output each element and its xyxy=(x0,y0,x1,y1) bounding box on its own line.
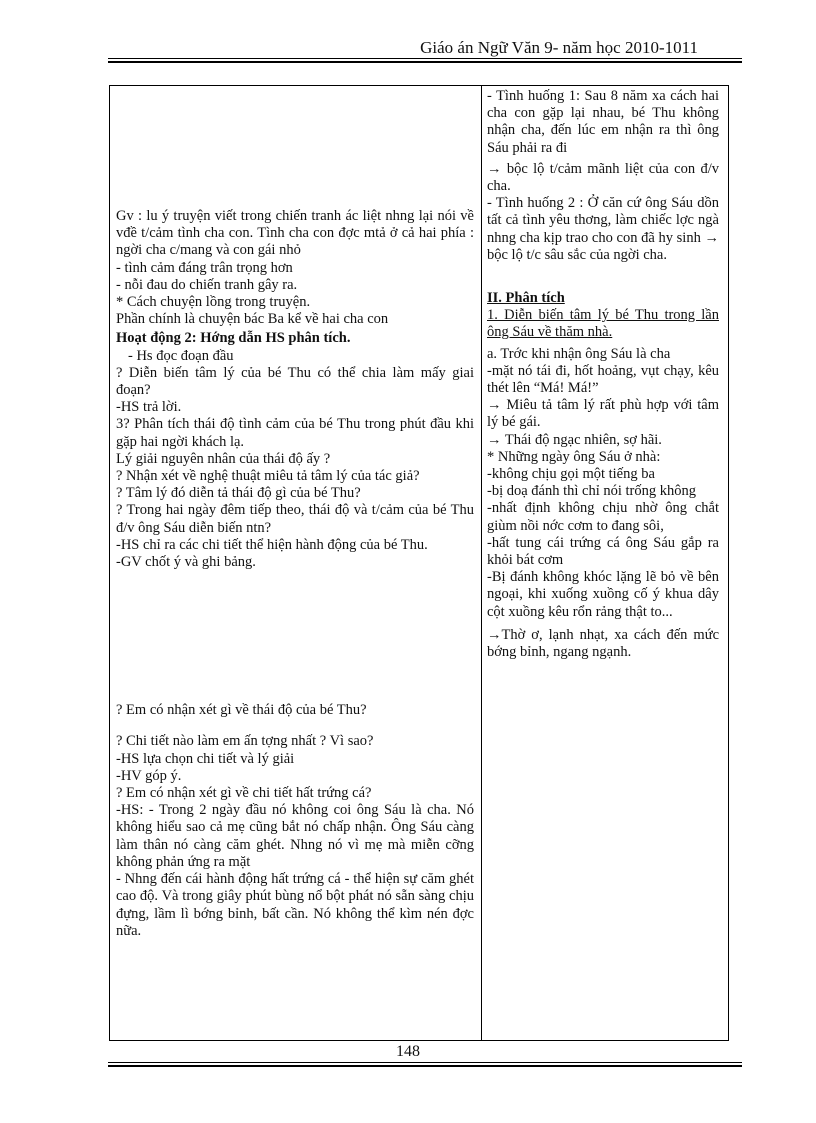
question-line: ? Diễn biến tâm lý của bé Thu có thể chia làm mấy giai đoạn? xyxy=(116,364,474,399)
answer-paragraph: - Nhng đến cái hành động hất trứng cá - thể hiện sự căm ghét cao độ. Và trong giây phút bùng nổ bột phát nó sẵn sàng chịu đựng, lầm lì bớng bỉnh, bất cần. Nó không thể kìm nén đợc nữa. xyxy=(116,871,474,939)
question-line: ? Chi tiết nào làm em ấn tợng nhất ? Vì sao? xyxy=(116,733,374,750)
question-line: ? Tâm lý đó diễn tả thái độ gì của bé Thu? xyxy=(116,485,361,502)
question-line: ? Em có nhận xét gì về chi tiết hất trứng cá? xyxy=(116,785,372,802)
content-item: -không chịu gọi một tiếng ba xyxy=(487,466,655,483)
question-line: -HS chỉ ra các chi tiết thể hiện hành động của bé Thu. xyxy=(116,536,428,553)
question-line: -GV chốt ý và ghi bảng. xyxy=(116,554,256,571)
content-item: -Bị đánh không khóc lặng lẽ bỏ về bên ngoại, khi xuống xuồng cố ý khua dây cột xuồng kêu rổn rảng thật to... xyxy=(487,569,719,620)
subsection-heading: 1. Diễn biến tâm lý bé Thu trong lần ông Sáu về thăm nhà. xyxy=(487,307,719,341)
question-line: -HV góp ý. xyxy=(116,767,182,784)
situation-text: - Tình huống 2 : Ở căn cứ ông Sáu dồn tất cả tình yêu thơng, làm chiếc lợc ngà nhng cha kịp trao cho con đã hy sinh → bộc lộ t/c sâu sắc của ngời cha. xyxy=(487,195,719,263)
question-line: -HS lựa chọn chi tiết và lý giải xyxy=(116,750,295,767)
question-line: ? Em có nhận xét gì về thái độ của bé Thu? xyxy=(116,702,367,719)
intro-line: Phần chính là chuyện bác Ba kể về hai cha con xyxy=(116,311,389,328)
question-line: ? Nhận xét về nghệ thuật miêu tả tâm lý của tác giả? xyxy=(116,468,420,485)
intro-line: - nỗi đau do chiến tranh gây ra. xyxy=(116,276,298,293)
question-line: - Hs đọc đoạn đầu xyxy=(128,347,234,364)
page-number: 148 xyxy=(396,1043,420,1060)
answer-paragraph: -HS: - Trong 2 ngày đầu nó không coi ông Sáu là cha. Nó không hiểu sao cả mẹ cũng bắt nó chấp nhận. Ông Sáu càng làm thân nó càng căm ghét. Nhng nó vì mẹ mà miễn cỡng không phản ứng ra mặt xyxy=(116,802,474,870)
content-item: -nhất định không chịu nhờ ông chắt giùm nồi nớc cơm to đang sôi, xyxy=(487,500,719,534)
situation-text: - Tình huống 1: Sau 8 năm xa cách hai cha con gặp lại nhau, bé Thu không nhận cha, đến lúc em nhận ra thì ông Sáu phải ra đi xyxy=(487,88,719,156)
content-item: → Thái độ ngạc nhiên, sợ hãi. xyxy=(487,431,662,448)
section-heading: II. Phân tích xyxy=(487,290,565,307)
footer-rule xyxy=(108,1062,742,1063)
intro-line: * Cách chuyện lồng trong truyện. xyxy=(116,294,311,311)
footer-rule-thick xyxy=(108,1065,742,1067)
header-rule-thick xyxy=(108,61,742,63)
content-item: -hất tung cái trứng cá ông Sáu gắp ra khỏi bát cơm xyxy=(487,534,719,569)
situation-result: → bộc lộ t/cảm mãnh liệt của con đ/v cha. xyxy=(487,160,719,195)
content-item: -mặt nó tái đi, hốt hoảng, vụt chạy, kêu thét lên “Má! Má!” xyxy=(487,362,719,397)
question-line: -HS trả lời. xyxy=(116,399,182,416)
content-column xyxy=(487,88,719,661)
column-divider xyxy=(481,85,482,1041)
content-item: → Miêu tả tâm lý rất phù hợp với tâm lý bé gái. xyxy=(487,397,719,431)
question-line: ? Trong hai ngày đêm tiếp theo, thái độ và t/cảm của bé Thu đ/v ông Sáu diễn biến ntn? xyxy=(116,502,474,536)
content-item: * Những ngày ông Sáu ở nhà: xyxy=(487,448,661,465)
header-rule xyxy=(108,58,742,59)
header-title: Giáo án Ngữ Văn 9- năm học 2010-1011 xyxy=(420,38,698,57)
teacher-activity-column xyxy=(116,208,474,940)
activity-heading: Hoạt động 2: Hớng dẫn HS phân tích. xyxy=(116,330,351,347)
question-line: Lý giải nguyên nhân của thái độ ấy ? xyxy=(116,450,331,467)
question-line: 3? Phân tích thái độ tình cảm của bé Thu trong phút đầu khi gặp hai ngời khách lạ. xyxy=(116,416,474,450)
content-item: a. Trớc khi nhận ông Sáu là cha xyxy=(487,345,671,362)
content-item: →Thờ ơ, lạnh nhạt, xa cách đến mức bớng bỉnh, ngang ngạnh. xyxy=(487,626,719,661)
intro-line: - tình cảm đáng trân trọng hơn xyxy=(116,259,293,276)
intro-paragraph: Gv : lu ý truyện viết trong chiến tranh ác liệt nhng lại nói về vđề t/cảm tình cha con. Tình cha con đợc mtả ở cả hai phía : ngời cha c/mang và con gái nhỏ xyxy=(116,208,474,259)
content-item: -bị doạ đánh thì chỉ nói trống không xyxy=(487,483,697,500)
